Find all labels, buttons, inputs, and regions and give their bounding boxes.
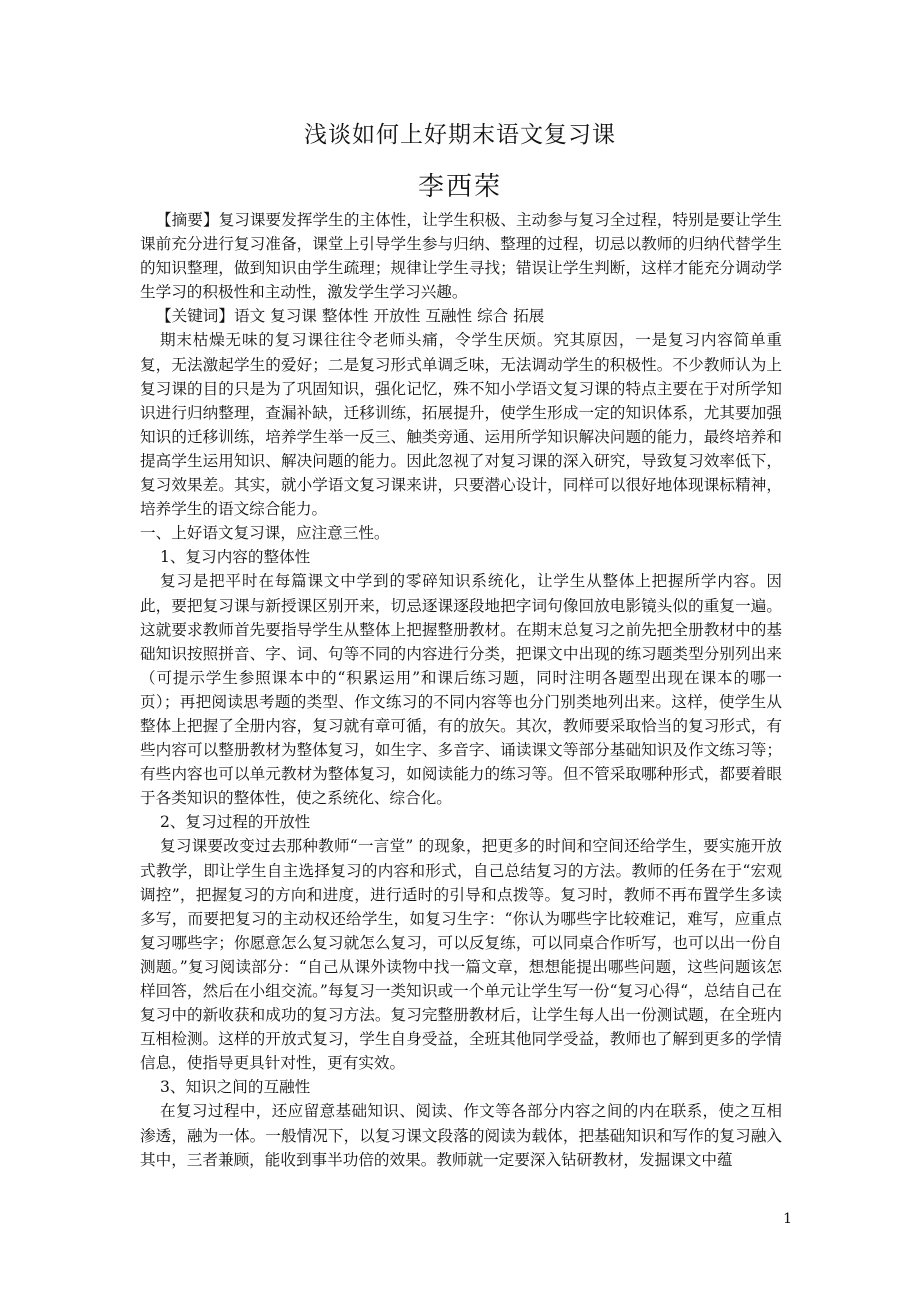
- abstract-paragraph: 【摘要】复习课要发挥学生的主体性，让学生积极、主动参与复习全过程，特别是要让学生课前充分进行复习准备，课堂上引导学生参与归纳、整理的过程，切忌以教师的归纳代替学生的知识整理，做到知识由学生疏理；规律让学生寻找；错误让学生判断，这样才能充分调动学生学习的积极性和主动性，激发学生学习兴趣。: [140, 211, 782, 302]
- document-body: [140, 208, 782, 1172]
- document-author: 李西荣: [417, 172, 502, 202]
- keywords-paragraph: 【关键词】语文 复习课 整体性 开放性 互融性 综合 拓展: [156, 307, 545, 326]
- subsection-paragraph: 在复习过程中，还应留意基础知识、阅读、作文等各部分内容之间的内在联系，使之互相渗透，融为一体。一般情况下，以复习课文段落的阅读为载体，把基础知识和写作的复习融入其中，三者兼顾，能收到事半功倍的效果。教师就一定要深入钻研教材，发掘课文中蕴: [140, 1102, 782, 1169]
- subsection-paragraph: 复习课要改变过去那种教师“一言堂” 的现象，把更多的时间和空间还给学生，要实施开放式教学，即让学生自主选择复习的内容和形式，自己总结复习的方法。教师的任务在于“宏观调控”，把握复习的方向和进度，进行适时的引导和点拨等。复习时，教师不再布置学生多读多写，而要把复习的主动权还给学生，如复习生字：“你认为哪些字比较难记，难写，应重点复习哪些字；你愿意怎么复习就怎么复习，可以反复练，可以同桌合作听写，也可以出一份自测题。”复习阅读部分：“自己从课外读物中找一篇文章，想想能提出哪些问题，这些问题该怎样回答，然后在小组交流。”每复习一类知识或一个单元让学生写一份“复习心得“，总结自己在复习中的新收获和成功的复习方法。复习完整册教材后，让学生每人出一份测试题，在全班内互相检测。这样的开放式复习，学生自身受益，全班其他同学受益，教师也了解到更多的学情信息，使指导更具针对性，更有实效。: [140, 837, 782, 1073]
- subsection-heading: 3、知识之间的互融性: [160, 1078, 311, 1097]
- subsection-paragraph: 复习是把平时在每篇课文中学到的零碎知识系统化，让学生从整体上把握所学内容。因此，要把复习课与新授课区别开来，切忌逐课逐段地把字词句像回放电影镜头似的重复一遍。这就要求教师首先要指导学生从整体上把握整册教材。在期末总复习之前先把全册教材中的基础知识按照拼音、字、词、句等不同的内容进行分类，把课文中出现的练习题类型分别列出来（可提示学生参照课本中的“积累运用”和课后练习题，同时注明各题型出现在课本的哪一页）；再把阅读思考题的类型、作文练习的不同内容等也分门别类地列出来。这样，使学生从整体上把握了全册内容，复习就有章可循，有的放矢。其次，教师要采取恰当的复习形式，有些内容可以整册教材为整体复习，如生字、多音字、诵读课文等部分基础知识及作文练习等；有些内容也可以单元教材为整体复习，如阅读能力的练习等。但不管采取哪种形式，都要着眼于各类知识的整体性，使之系统化、综合化。: [140, 572, 782, 808]
- subsection-heading: 1、复习内容的整体性: [160, 548, 311, 567]
- section-heading: 一、上好语文复习课，应注意三性。: [140, 524, 390, 543]
- subsection-heading: 2、复习过程的开放性: [160, 813, 311, 832]
- intro-paragraph: 期末枯燥无味的复习课往往令老师头痛，令学生厌烦。究其原因，一是复习内容简单重复，无法激起学生的爱好；二是复习形式单调乏味，无法调动学生的积极性。不少教师认为上复习课的目的只是为了巩固知识，强化记忆，殊不知小学语文复习课的特点主要在于对所学知识进行归纳整理，查漏补缺，迁移训练，拓展提升，使学生形成一定的知识体系，尤其要加强知识的迁移训练，培养学生举一反三、触类旁通、运用所学知识解决问题的能力，最终培养和提高学生运用知识、解决问题的能力。因此忽视了对复习课的深入研究，导致复习效率低下，复习效果差。其实，就小学语文复习课来讲，只要潜心设计，同样可以很好地体现课标精神，培养学生的语文综合能力。: [140, 331, 782, 519]
- page-number: 1: [783, 1211, 792, 1227]
- document-title: 浅谈如何上好期末语文复习课: [304, 122, 616, 148]
